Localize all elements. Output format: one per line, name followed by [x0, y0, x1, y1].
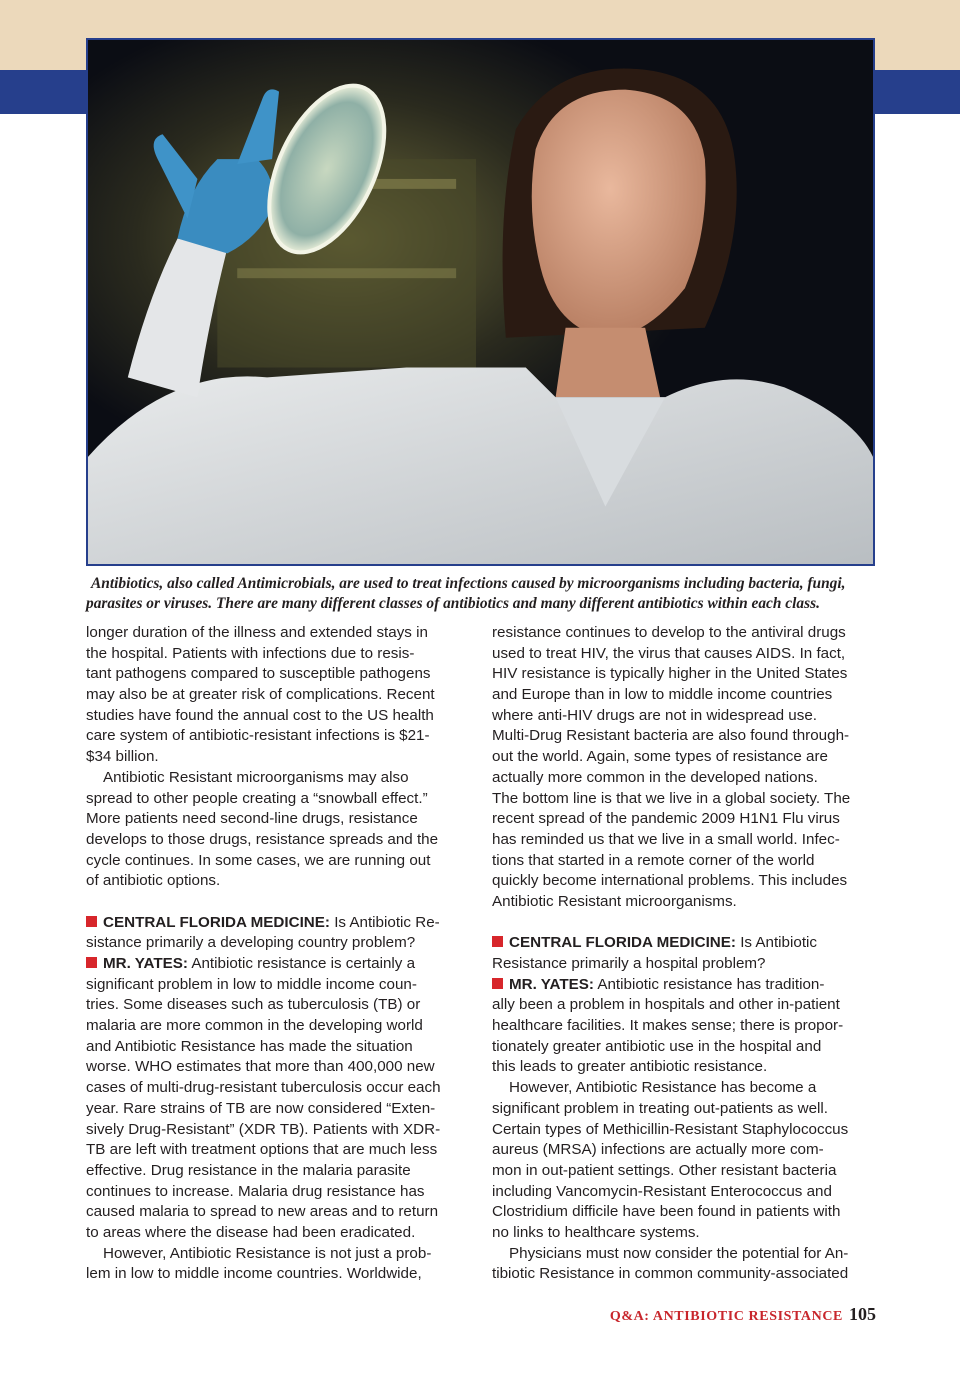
- body-line: may also be at greater risk of complications. Recent: [86, 686, 435, 704]
- body-line: tionately greater antibiotic use in the hospital and: [492, 1037, 822, 1055]
- speaker-label: MR. YATES:: [103, 955, 188, 972]
- body-line: cases of multi-drug-resistant tuberculosis occur each: [86, 1079, 441, 1097]
- answer-text: Antibiotic resistance has tradition-: [593, 975, 825, 993]
- question-text: Is Antibiotic: [735, 934, 818, 952]
- body-line: tibiotic Resistance in common community-associated: [492, 1265, 849, 1283]
- page-number: 105: [849, 1304, 876, 1324]
- answer-line: [86, 954, 470, 975]
- body-line: including Vancomycin-Resistant Enterococcus and: [492, 1182, 832, 1200]
- body-line: ally been a problem in hospitals and other in-patient: [492, 996, 840, 1014]
- body-line: healthcare facilities. It makes sense; there is propor-: [492, 1017, 844, 1035]
- body-line: of antibiotic options.: [86, 872, 221, 890]
- body-line: HIV resistance is typically higher in the United States: [492, 665, 848, 683]
- photo-caption: [86, 574, 876, 614]
- answer-text: Antibiotic resistance is certainly a: [187, 955, 416, 972]
- red-square-bullet: [492, 978, 503, 989]
- body-line: spread to other people creating a “snowball effect.”: [86, 789, 428, 807]
- body-line: tries. Some diseases such as tuberculosis (TB) or: [86, 996, 421, 1014]
- body-line: TB are left with treatment options that are much less: [86, 1141, 438, 1159]
- body-line: significant problem in low to middle income coun-: [86, 975, 417, 993]
- red-square-bullet: [86, 957, 97, 968]
- right-column: [492, 623, 882, 1285]
- speaker-label: CENTRAL FLORIDA MEDICINE:: [103, 913, 330, 931]
- body-line: Resistance primarily a hospital problem?: [492, 955, 766, 972]
- body-line: studies have found the annual cost to the US health: [86, 706, 434, 724]
- body-line: develops to those drugs, resistance spreads and the: [86, 830, 439, 848]
- body-line: worse. WHO estimates that more than 400,000 new: [86, 1058, 435, 1076]
- body-line: where anti-HIV drugs are not in widespread use.: [492, 706, 818, 724]
- body-line: caused malaria to spread to new areas and to return: [86, 1203, 439, 1221]
- body-line: has reminded us that we live in a small world. Infec-: [492, 830, 840, 848]
- body-line: to areas where the disease had been eradicated.: [86, 1223, 416, 1241]
- body-line: cycle continues. In some cases, we are running out: [86, 851, 431, 869]
- body-line: resistance continues to develop to the antiviral drugs: [492, 624, 846, 641]
- page-footer: [560, 1304, 876, 1325]
- footer-section-title: Q&A: ANTIBIOTIC RESISTANCE: [609, 1309, 843, 1324]
- caption-line: parasites or viruses. There are many different classes of antibiotics and many different antibiotics within each class.: [86, 595, 820, 612]
- red-square-bullet: [86, 916, 97, 927]
- body-line: Certain types of Methicillin-Resistant Staphylococcus: [492, 1120, 849, 1138]
- body-line: Antibiotic Resistant microorganisms may also: [103, 768, 409, 786]
- body-line: tions that started in a remote corner of the world: [492, 851, 815, 869]
- body-line: effective. Drug resistance in the malaria parasite: [86, 1161, 411, 1179]
- lab-photo: [86, 38, 875, 566]
- body-line: and Antibiotic Resistance has made the situation: [86, 1037, 413, 1055]
- body-line: mon in out-patient settings. Other resistant bacteria: [492, 1161, 837, 1179]
- caption-line: Antibiotics, also called Antimicrobials, are used to treat infections caused by microorganisms including bacteria, fungi,: [91, 575, 846, 592]
- body-line: out the world. Again, some types of resistance are: [492, 748, 828, 766]
- body-line: year. Rare strains of TB are now considered “Exten-: [86, 1099, 436, 1117]
- body-line: Physicians must now consider the potential for An-: [509, 1244, 849, 1262]
- body-line: sively Drug-Resistant” (XDR TB). Patients with XDR-: [86, 1120, 441, 1138]
- body-line: The bottom line is that we live in a global society. The: [492, 789, 851, 807]
- body-line: significant problem in treating out-patients as well.: [492, 1099, 828, 1117]
- body-line: However, Antibiotic Resistance is not just a prob-: [103, 1244, 432, 1262]
- body-line: $34 billion.: [86, 748, 159, 766]
- body-line: actually more common in the developed nations.: [492, 768, 818, 786]
- body-line: and Europe than in low to middle income countries: [492, 686, 833, 704]
- body-line: More patients need second-line drugs, resistance: [86, 810, 418, 828]
- body-line: lem in low to middle income countries. Worldwide,: [86, 1265, 422, 1283]
- body-line: Clostridium difficile have been found in patients with: [492, 1203, 841, 1221]
- body-line: this leads to greater antibiotic resistance.: [492, 1058, 768, 1076]
- body-line: Antibiotic Resistant microorganisms.: [492, 892, 737, 910]
- body-line: tant pathogens compared to susceptible pathogens: [86, 665, 431, 683]
- body-line: continues to increase. Malaria drug resistance has: [86, 1182, 425, 1200]
- question-text: Is Antibiotic Re-: [329, 913, 440, 931]
- red-square-bullet: [492, 936, 503, 947]
- question-line: [86, 913, 470, 934]
- paragraph-gap: [492, 913, 882, 934]
- question-line: [492, 933, 882, 954]
- body-line: Multi-Drug Resistant bacteria are also found through-: [492, 727, 850, 745]
- body-line: the hospital. Patients with infections due to resis-: [86, 644, 415, 662]
- body-line: sistance primarily a developing country problem?: [86, 934, 416, 952]
- body-line: quickly become international problems. This includes: [492, 872, 848, 890]
- body-line: recent spread of the pandemic 2009 H1N1 Flu virus: [492, 810, 840, 828]
- body-line: no links to healthcare systems.: [492, 1223, 700, 1241]
- body-line: used to treat HIV, the virus that causes AIDS. In fact,: [492, 644, 846, 662]
- answer-line: [492, 975, 882, 996]
- body-line: aureus (MRSA) infections are actually more com-: [492, 1141, 824, 1159]
- body-line: However, Antibiotic Resistance has become a: [509, 1079, 817, 1097]
- body-line: longer duration of the illness and extended stays in: [86, 624, 428, 641]
- body-line: malaria are more common in the developing world: [86, 1017, 423, 1035]
- speaker-label: MR. YATES:: [509, 975, 594, 993]
- left-column: [86, 623, 470, 1285]
- body-line: care system of antibiotic-resistant infections is $21-: [86, 727, 430, 745]
- paragraph-gap: [86, 892, 470, 913]
- speaker-label: CENTRAL FLORIDA MEDICINE:: [509, 934, 736, 952]
